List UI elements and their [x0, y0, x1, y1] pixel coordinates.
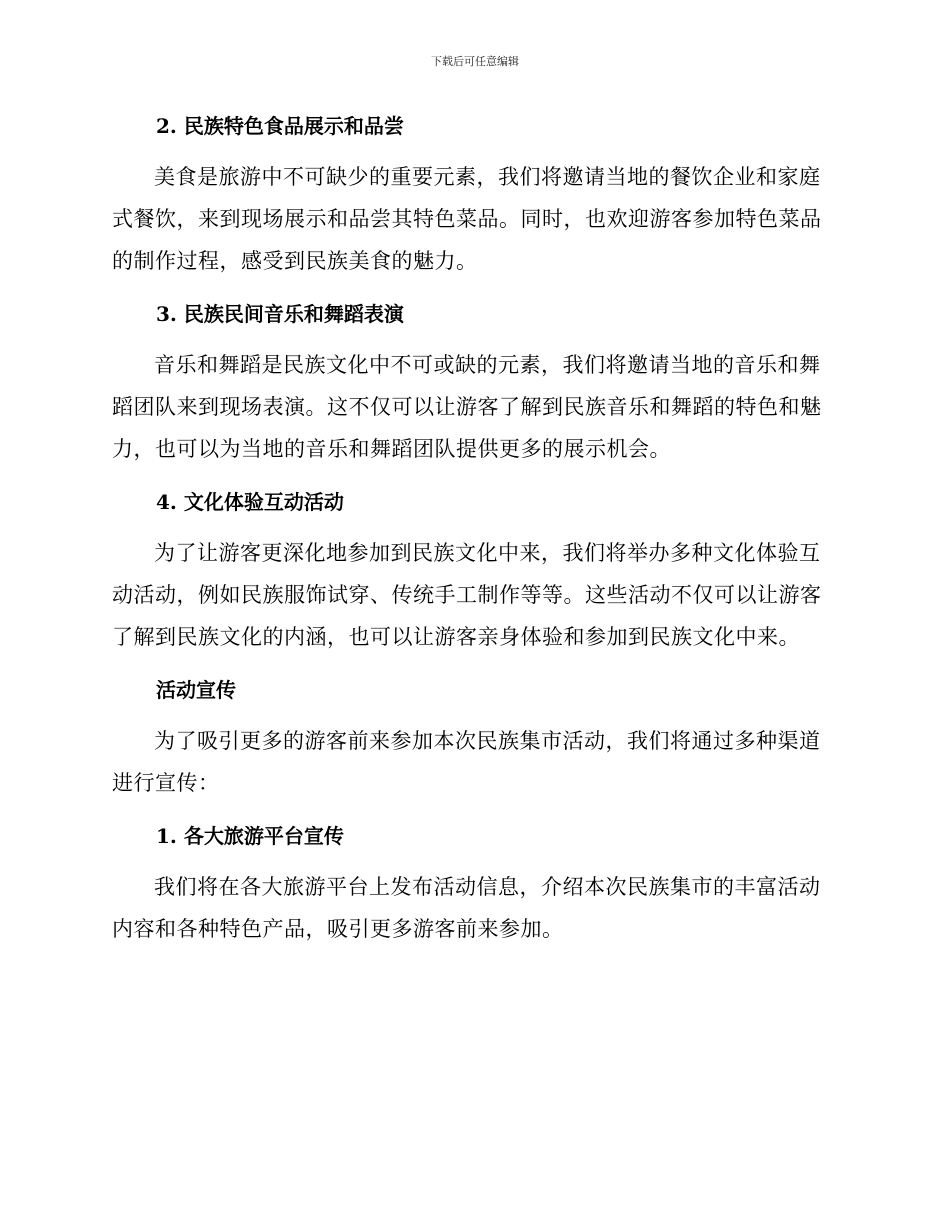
section-paragraph-cultural-experience: 为了让游客更深化地参加到民族文化中来，我们将举办多种文化体验互动活动，例如民族服饰试穿、传统手工制作等等。这些活动不仅可以让游客了解到民族文化的内涵，也可以让游客亲身体验和参加到民族文化中来。	[112, 541, 822, 649]
section-paragraph-travel-platforms: 我们将在各大旅游平台上发布活动信息，介绍本次民族集市的丰富活动内容和各种特色产品，吸引更多游客前来参加。	[112, 875, 821, 941]
section-heading-cultural-experience: 4. 文化体验互动活动	[156, 490, 344, 514]
page-header-note: 下载后可任意编辑	[431, 55, 519, 68]
section-heading-travel-platforms: 1. 各大旅游平台宣传	[156, 824, 344, 848]
section-paragraph-food: 美食是旅游中不可缺少的重要元素，我们将邀请当地的餐饮企业和家庭式餐饮，来到现场展示和品尝其特色菜品。同时，也欢迎游客参加特色菜品的制作过程，感受到民族美食的魅力。	[112, 165, 822, 273]
document-body	[112, 108, 836, 950]
section-heading-music-dance: 3. 民族民间音乐和舞蹈表演	[156, 302, 404, 326]
section-heading-food: 2. 民族特色食品展示和品尝	[156, 114, 404, 138]
section-paragraph-music-dance: 音乐和舞蹈是民族文化中不可或缺的元素，我们将邀请当地的音乐和舞蹈团队来到现场表演。这不仅可以让游客了解到民族音乐和舞蹈的特色和魅力，也可以为当地的音乐和舞蹈团队提供更多的展示机会。	[112, 353, 822, 461]
section-heading-promotion: 活动宣传	[156, 678, 236, 702]
section-paragraph-promotion: 为了吸引更多的游客前来参加本次民族集市活动，我们将通过多种渠道进行宣传：	[112, 729, 821, 795]
